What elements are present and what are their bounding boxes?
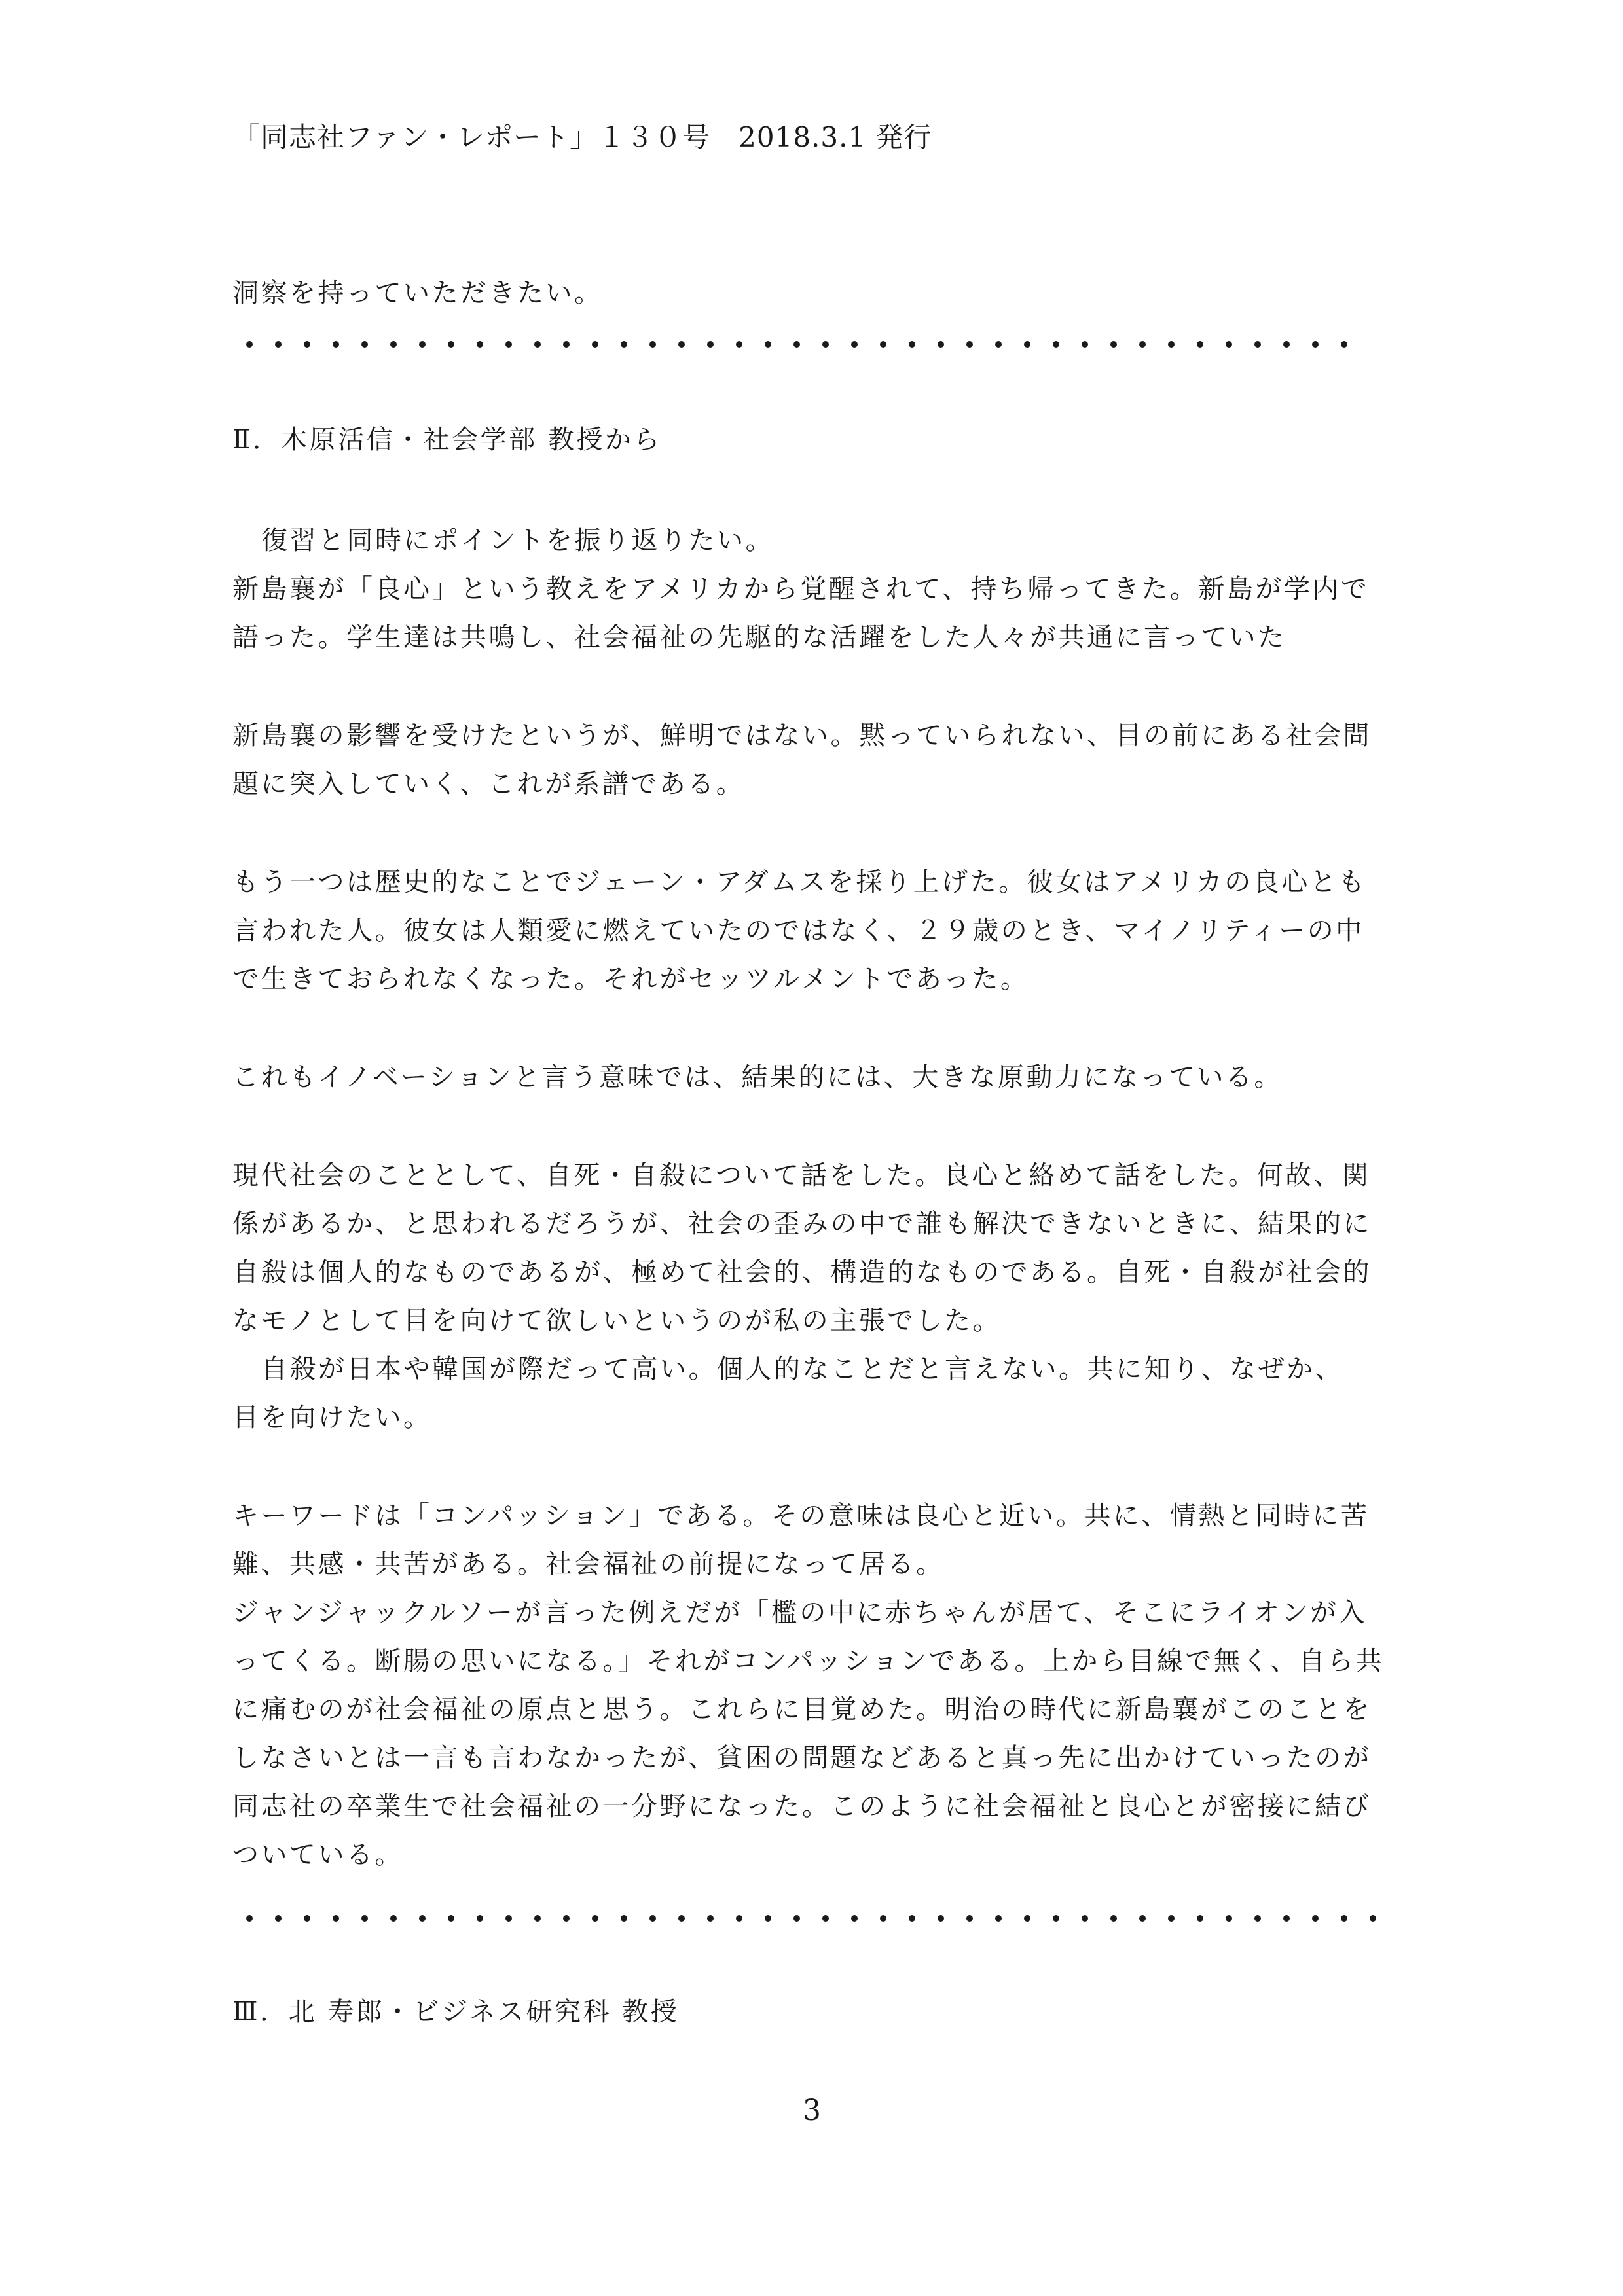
separator-dot — [765, 341, 771, 348]
separator-dot — [995, 1915, 1002, 1922]
separator-dot — [448, 1915, 454, 1922]
separator-dot — [246, 1915, 253, 1922]
paragraph-line: 題に突入していく、これが系譜である。 — [232, 769, 745, 799]
paragraph-line: 語った。学生達は共鳴し、社会福祉の先駆的な活躍をした人々が共通に言っていた — [232, 622, 1286, 653]
separator-dot — [534, 1915, 541, 1922]
separator-dot — [477, 1915, 483, 1922]
separator-dot — [793, 341, 800, 348]
paragraph-line: 難、共感・共苦がある。社会福祉の前提になって居る。 — [232, 1549, 945, 1579]
separator-dot — [1312, 1915, 1319, 1922]
separator-dot — [621, 341, 627, 348]
separator-dot — [1197, 1915, 1203, 1922]
separator-dot — [1082, 341, 1088, 348]
separator-dot — [851, 341, 858, 348]
separator-dot — [390, 341, 397, 348]
separator-dot — [1139, 1915, 1146, 1922]
separator-dot — [448, 341, 454, 348]
separator-dot — [966, 341, 973, 348]
separator-dot — [477, 341, 483, 348]
separator-dot — [419, 341, 426, 348]
newsletter-header: 「同志社ファン・レポート」１３０号 2018.3.1 発行 — [232, 121, 932, 153]
separator-dot — [707, 341, 714, 348]
separator-dot — [1110, 341, 1117, 348]
separator-dot — [909, 1915, 915, 1922]
separator-dot — [678, 341, 685, 348]
separator-dot — [1024, 341, 1030, 348]
separator-dot — [793, 1915, 800, 1922]
paragraph-line: ついている。 — [232, 1840, 403, 1870]
separator-dot — [966, 1915, 973, 1922]
separator-dot — [1254, 341, 1261, 348]
paragraph-line: 新島襄が「良心」という教えをアメリカから覚醒されて、持ち帰ってきた。新島が学内で — [232, 574, 1370, 604]
separator-dot — [304, 1915, 310, 1922]
separator-dot — [333, 1915, 339, 1922]
separator-dot — [938, 1915, 944, 1922]
separator-dot — [765, 1915, 771, 1922]
separator-dot — [1341, 341, 1347, 348]
separator-dot — [1312, 341, 1319, 348]
paragraph-line: もう一つは歴史的なことでジェーン・アダムスを採り上げた。彼女はアメリカの良心とも — [232, 867, 1367, 897]
separator-dot — [678, 1915, 685, 1922]
paragraph-line: 係があるか、と思われるだろうが、社会の歪みの中で誰も解決できないときに、結果的に — [232, 1209, 1372, 1239]
paragraph-line: 自殺が日本や韓国が際だって高い。個人的なことだと言えない。共に知り、なぜか、 — [261, 1354, 1343, 1384]
separator-dot — [1024, 1915, 1030, 1922]
separator-dot — [1168, 341, 1175, 348]
dotted-separator-top — [246, 341, 1370, 354]
paragraph-line: キーワードは「コンパッション」である。その意味は良心と近い。共に、情熱と同時に苦 — [232, 1501, 1370, 1531]
separator-dot — [246, 341, 253, 348]
separator-dot — [822, 341, 829, 348]
paragraph-line: ジャンジャックルソーが言った例えだが「檻の中に赤ちゃんが居て、そこにライオンが入 — [232, 1598, 1367, 1628]
separator-dot — [736, 341, 742, 348]
separator-dot — [938, 341, 944, 348]
separator-dot — [707, 1915, 714, 1922]
separator-dot — [1341, 1915, 1347, 1922]
separator-dot — [390, 1915, 397, 1922]
section-heading-3: Ⅲ．北 寿郎・ビジネス研究科 教授 — [232, 1997, 680, 2027]
separator-dot — [851, 1915, 858, 1922]
paragraph-line: これもイノベーションと言う意味では、結果的には、大きな原動力になっている。 — [232, 1062, 1283, 1092]
separator-dot — [592, 341, 598, 348]
separator-dot — [275, 341, 282, 348]
separator-dot — [995, 341, 1002, 348]
paragraph-line: で生きておられなくなった。それがセッツルメントであった。 — [232, 964, 1029, 994]
separator-dot — [649, 1915, 656, 1922]
separator-dot — [333, 341, 339, 348]
separator-dot — [1283, 1915, 1290, 1922]
separator-dot — [822, 1915, 829, 1922]
separator-dot — [880, 341, 886, 348]
paragraph-line: 自殺は個人的なものであるが、極めて社会的、構造的なものである。自死・自殺が社会的 — [232, 1257, 1372, 1287]
paragraph-line: 復習と同時にポイントを振り返りたい。 — [261, 526, 774, 556]
separator-dot — [505, 341, 512, 348]
separator-dot — [419, 1915, 426, 1922]
paragraph-line: に痛むのが社会福祉の原点と思う。これらに目覚めた。明治の時代に新島襄がこのことを — [232, 1695, 1372, 1725]
separator-dot — [361, 1915, 368, 1922]
paragraph-line: 新島襄の影響を受けたというが、鮮明ではない。黙っていられない、目の前にある社会問 — [232, 721, 1372, 751]
dotted-separator-bottom — [246, 1915, 1398, 1928]
paragraph-line: なモノとして目を向けて欲しいというのが私の主張でした。 — [232, 1306, 1002, 1336]
separator-dot — [1197, 341, 1203, 348]
separator-dot — [275, 1915, 282, 1922]
separator-dot — [1110, 1915, 1117, 1922]
separator-dot — [880, 1915, 886, 1922]
separator-dot — [1226, 341, 1232, 348]
separator-dot — [304, 341, 310, 348]
continuation-line: 洞察を持っていただきたい。 — [232, 278, 603, 308]
separator-dot — [909, 341, 915, 348]
paragraph-line: 同志社の卒業生で社会福祉の一分野になった。このように社会福祉と良心とが密接に結び — [232, 1791, 1372, 1821]
page-number: 3 — [803, 2094, 821, 2127]
separator-dot — [736, 1915, 742, 1922]
separator-dot — [534, 341, 541, 348]
separator-dot — [1082, 1915, 1088, 1922]
paragraph-line: ってくる。断腸の思いになる。」それがコンパッションである。上から目線で無く、自ら共 — [232, 1646, 1385, 1676]
separator-dot — [1283, 341, 1290, 348]
separator-dot — [1168, 1915, 1175, 1922]
separator-dot — [592, 1915, 598, 1922]
separator-dot — [649, 341, 656, 348]
separator-dot — [505, 1915, 512, 1922]
separator-dot — [563, 1915, 570, 1922]
paragraph-line: しなさいとは一言も言わなかったが、貧困の問題などあると真っ先に出かけていったのが — [232, 1743, 1372, 1773]
paragraph-line: 目を向けたい。 — [232, 1403, 432, 1433]
separator-dot — [1226, 1915, 1232, 1922]
separator-dot — [1254, 1915, 1261, 1922]
separator-dot — [621, 1915, 627, 1922]
paragraph-line: 言われた人。彼女は人類愛に燃えていたのではなく、２９歳のとき、マイノリティーの中 — [232, 916, 1364, 946]
paragraph-line: 現代社会のこととして、自死・自殺について話をした。良心と絡めて話をした。何故、関 — [232, 1160, 1371, 1191]
separator-dot — [1370, 1915, 1376, 1922]
section-heading-2: Ⅱ．木原活信・社会学部 教授から — [232, 425, 662, 455]
separator-dot — [361, 341, 368, 348]
separator-dot — [1053, 341, 1059, 348]
separator-dot — [1139, 341, 1146, 348]
separator-dot — [1053, 1915, 1059, 1922]
separator-dot — [563, 341, 570, 348]
